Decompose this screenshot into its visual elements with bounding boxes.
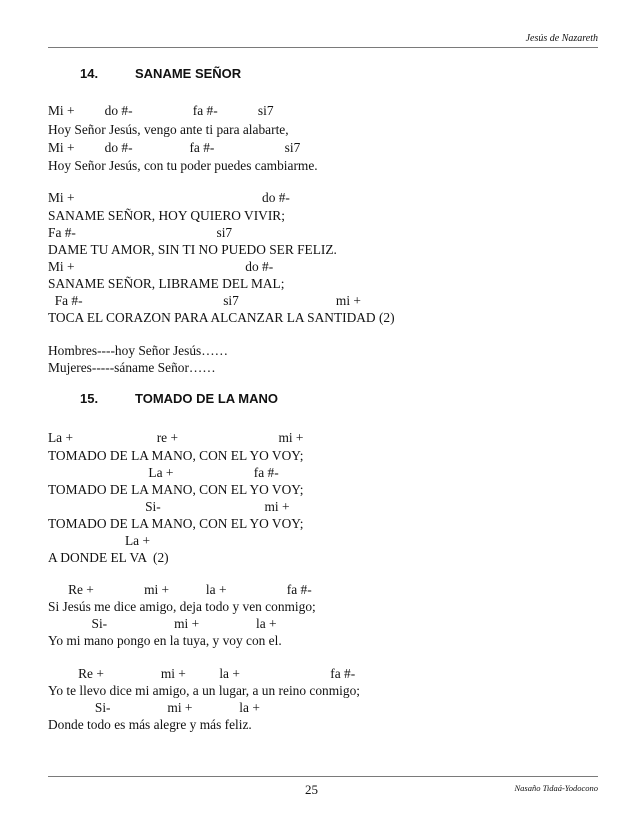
page-number: 25 [305,782,318,797]
footer-author: Nasaño Tidaá-Yodocono [514,783,598,793]
lyric-line: Hoy Señor Jesús, vengo ante ti para alabarte, [48,122,289,137]
lyric-line: Hoy Señor Jesús, con tu poder puedes cambiarme. [48,158,318,173]
lyric-line: TOMADO DE LA MANO, CON EL YO VOY; [48,516,304,531]
song-number: 15. [80,391,99,406]
chord-line: Fa #- si7 mi + [48,293,361,308]
lyric-line: Mujeres-----sáname Señor…… [48,360,216,375]
header-rule [48,47,598,48]
song-title-15 [80,391,278,406]
lyric-line: Si Jesús me dice amigo, deja todo y ven conmigo; [48,599,316,614]
lyric-line: TOCA EL CORAZON PARA ALCANZAR LA SANTIDAD (2) [48,310,395,325]
lyric-line: TOMADO DE LA MANO, CON EL YO VOY; [48,448,304,463]
lyric-line: DAME TU AMOR, SIN TI NO PUEDO SER FELIZ. [48,242,337,257]
chord-line: La + re + mi + [48,430,304,445]
lyric-line: SANAME SEÑOR, LIBRAME DEL MAL; [48,276,285,291]
chord-line: Si- mi + la + [48,700,260,715]
chord-line: La + [48,533,151,548]
chord-line: Si- mi + [48,499,290,514]
chord-line: Mi + do #- [48,190,290,205]
chord-line: Fa #- si7 [48,225,233,240]
lyric-line: A DONDE EL VA (2) [48,550,169,565]
chord-line: Mi + do #- [48,259,274,274]
footer-rule [48,776,598,777]
chord-line: Re + mi + la + fa #- [48,582,312,597]
chord-line: Re + mi + la + fa #- [48,666,356,681]
lyric-line: Yo te llevo dice mi amigo, a un lugar, a un reino conmigo; [48,683,360,698]
lyric-line: Yo mi mano pongo en la tuya, y voy con el. [48,633,282,648]
lyric-line: Hombres----hoy Señor Jesús…… [48,343,229,358]
song-title-14 [80,66,241,81]
chord-line: Si- mi + la + [48,616,277,631]
chord-line: Mi + do #- fa #- si7 [48,140,301,155]
chord-line: La + fa #- [48,465,279,480]
song-number: 14. [80,66,99,81]
song-title: TOMADO DE LA MANO [135,391,278,406]
song-title: SANAME SEÑOR [135,66,242,81]
chord-line: Mi + do #- fa #- si7 [48,103,274,118]
running-header: Jesús de Nazareth [525,33,598,44]
lyric-line: SANAME SEÑOR, HOY QUIERO VIVIR; [48,208,285,223]
lyric-line: TOMADO DE LA MANO, CON EL YO VOY; [48,482,304,497]
lyric-line: Donde todo es más alegre y más feliz. [48,717,252,732]
